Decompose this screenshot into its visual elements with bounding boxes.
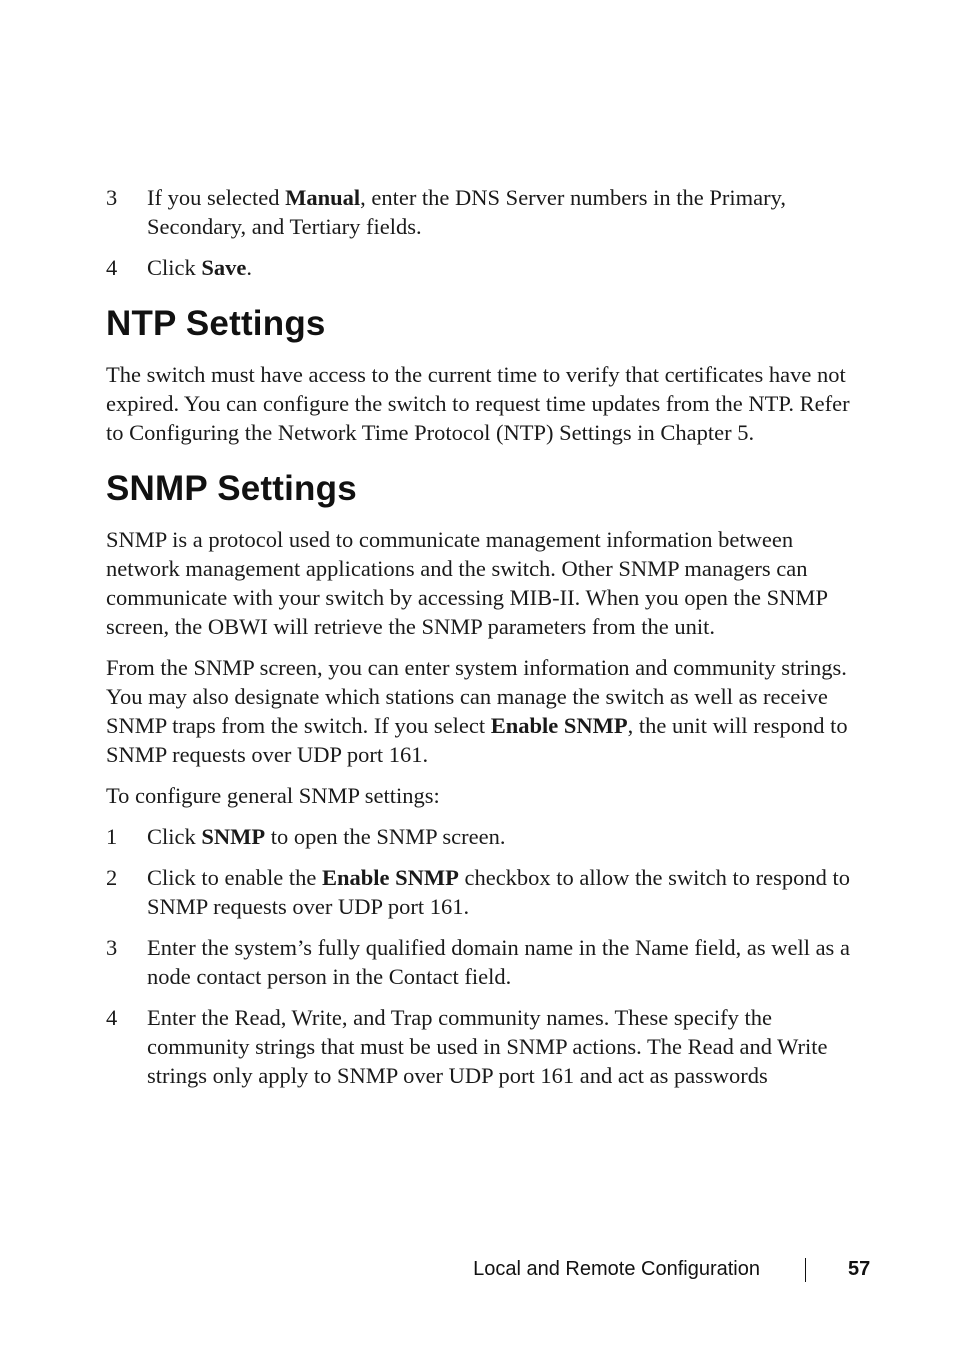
step-text xyxy=(147,183,872,241)
step-text-pre: Click xyxy=(147,255,202,280)
step-text-bold: Manual xyxy=(285,185,361,210)
paragraph-text-pre: From the SNMP screen, you can enter system information and community strings. You may also designate which stations can manage the switch as well as receive SNMP traps from the switch. If you select xyxy=(106,655,847,738)
step-text-post: . xyxy=(246,255,252,280)
step-text-pre: Click xyxy=(147,824,202,849)
step-text: Enter the Read, Write, and Trap community names. These specify the community strings that must be used in SNMP actions. The Read and Write strings only apply to SNMP over UDP port 161 and act as passwords xyxy=(147,1005,828,1088)
page-footer xyxy=(0,1256,954,1286)
step-text xyxy=(147,253,872,282)
step-number: 4 xyxy=(106,255,118,280)
ntp-settings-body: The switch must have access to the current time to verify that certificates have not expired. You can configure the switch to request time updates from the NTP. Refer to Configuring the Network Time Protocol (NTP) Settings in Chapter 5. xyxy=(106,362,850,445)
step-item xyxy=(106,1003,872,1090)
footer-divider xyxy=(805,1258,806,1282)
page-number: 57 xyxy=(848,1258,871,1280)
step-text-pre: Click to enable the xyxy=(147,865,322,890)
snmp-screen-paragraph xyxy=(106,653,872,769)
step-text-post: , enter the DNS Server numbers in the Primary, Secondary, and Tertiary fields. xyxy=(147,185,787,239)
step-number: 2 xyxy=(106,865,118,890)
snmp-settings-heading: SNMP Settings xyxy=(106,469,357,508)
step-text-bold: SNMP xyxy=(201,824,266,849)
step-text xyxy=(147,822,872,851)
step-text-pre: If you selected xyxy=(147,185,286,210)
footer-section-title: Local and Remote Configuration xyxy=(473,1258,760,1280)
step-text-post: to open the SNMP screen. xyxy=(265,824,506,849)
step-number: 4 xyxy=(106,1005,118,1030)
paragraph-text-bold: Enable SNMP xyxy=(490,713,628,738)
step-text-post: checkbox to allow the switch to respond to SNMP requests over UDP port 161. xyxy=(147,865,851,919)
step-item xyxy=(106,822,872,851)
snmp-intro-paragraph: SNMP is a protocol used to communicate management information between network management applications and the switch. Other SNMP managers can communicate with your switch by accessing MIB-II. When you open the SNMP screen, the OBWI will retrieve the SNMP parameters from the unit. xyxy=(106,527,828,639)
step-text-bold: Save xyxy=(201,255,247,280)
ntp-settings-heading: NTP Settings xyxy=(106,304,326,343)
step-text: Enter the system’s fully qualified domain name in the Name field, as well as a node contact person in the Contact field. xyxy=(147,935,850,989)
step-number: 3 xyxy=(106,935,118,960)
page-content xyxy=(106,183,872,1102)
snmp-configure-intro: To configure general SNMP settings: xyxy=(106,783,440,808)
step-item xyxy=(106,863,872,921)
step-text-bold: Enable SNMP xyxy=(321,865,459,890)
step-item xyxy=(106,183,872,241)
step-item xyxy=(106,253,872,282)
step-item xyxy=(106,933,872,991)
paragraph-text-post: , the unit will respond to SNMP requests over UDP port 161. xyxy=(106,713,848,767)
step-number: 1 xyxy=(106,824,118,849)
step-text xyxy=(147,863,872,921)
step-number: 3 xyxy=(106,185,118,210)
